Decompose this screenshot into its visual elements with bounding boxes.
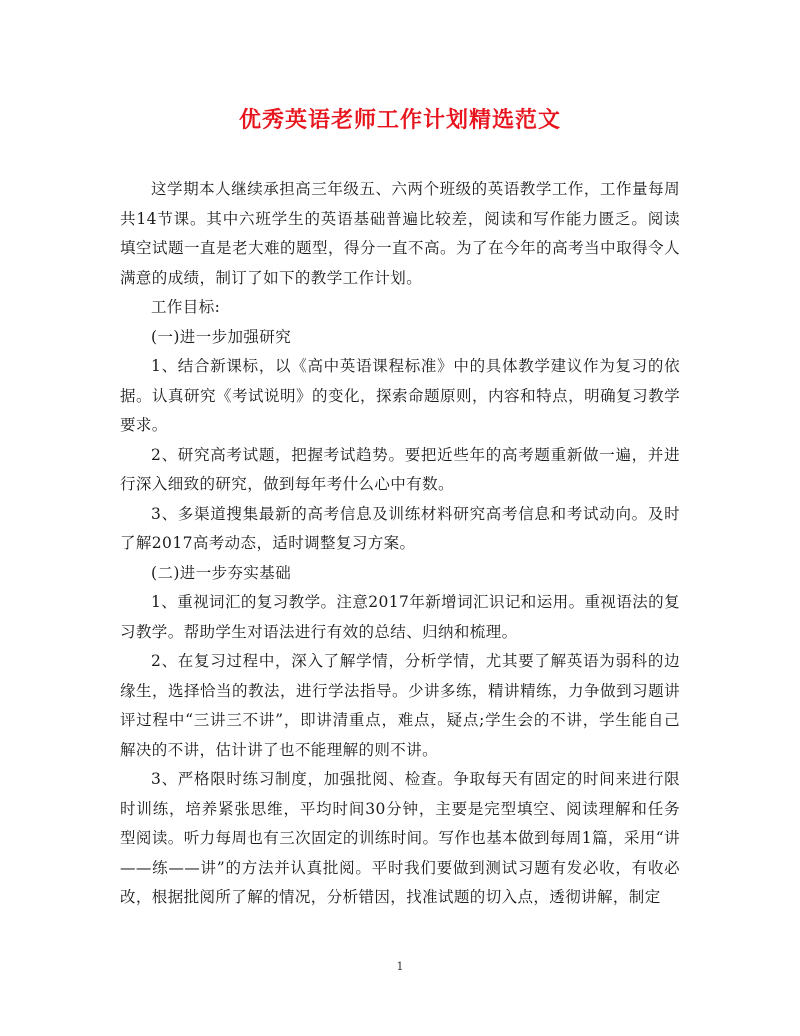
paragraph-section-2-item-3: 3、严格限时练习制度，加强批阅、检查。争取每天有固定的时间来进行限时训练，培养紧张思维，平均时间30分钟，主要是完型填空、阅读理解和任务型阅读。听力每周也有三次固定的训练时间。写作也基本做到每周1篇，采用“讲——练——讲”的方法并认真批阅。平时我们要做到测试习题有发必收，有收必改，根据批阅所了解的情况，分析错因，找准试题的切入点，透彻讲解，制定 xyxy=(120,770,680,906)
document-title: 优秀英语老师工作计划精选范文 xyxy=(238,108,561,133)
paragraph-section-1-item-2: 2、研究高考试题，把握考试趋势。要把近些年的高考题重新做一遍，并进行深入细致的研究，做到每年考什么心中有数。 xyxy=(120,445,680,493)
paragraph-section-2-item-2: 2、在复习过程中，深入了解学情，分析学情，尤其要了解英语为弱科的边缘生，选择恰当的教法，进行学法指导。少讲多练，精讲精练，力争做到习题讲评过程中“三讲三不讲”，即讲清重点，难点，疑点;学生会的不讲，学生能自己解决的不讲，估计讲了也不能理解的则不讲。 xyxy=(120,652,680,759)
document-body xyxy=(120,175,680,913)
page-number: 1 xyxy=(396,960,404,973)
paragraph-section-2-heading: (二)进一步夯实基础 xyxy=(151,563,292,582)
paragraph-intro: 这学期本人继续承担高三年级五、六两个班级的英语教学工作，工作量每周共14节课。其中六班学生的英语基础普遍比较差，阅读和写作能力匮乏。阅读填空试题一直是老大难的题型，得分一直不高。为了在今年的高考当中取得令人满意的成绩，制订了如下的教学工作计划。 xyxy=(120,180,680,287)
paragraph-section-1-item-1: 1、结合新课标，以《高中英语课程标准》中的具体教学建议作为复习的依据。认真研究《考试说明》的变化，探索命题原则，内容和特点，明确复习教学要求。 xyxy=(120,357,680,434)
paragraph-section-2-item-1: 1、重视词汇的复习教学。注意2017年新增词汇识记和运用。重视语法的复习教学。帮助学生对语法进行有效的总结、归纳和梳理。 xyxy=(120,593,680,641)
paragraph-section-1-item-3: 3、多渠道搜集最新的高考信息及训练材料研究高考信息和考试动向。及时了解2017高考动态，适时调整复习方案。 xyxy=(120,504,680,552)
paragraph-section-1-heading: (一)进一步加强研究 xyxy=(151,327,292,346)
paragraph-goals-heading: 工作目标: xyxy=(151,298,221,316)
